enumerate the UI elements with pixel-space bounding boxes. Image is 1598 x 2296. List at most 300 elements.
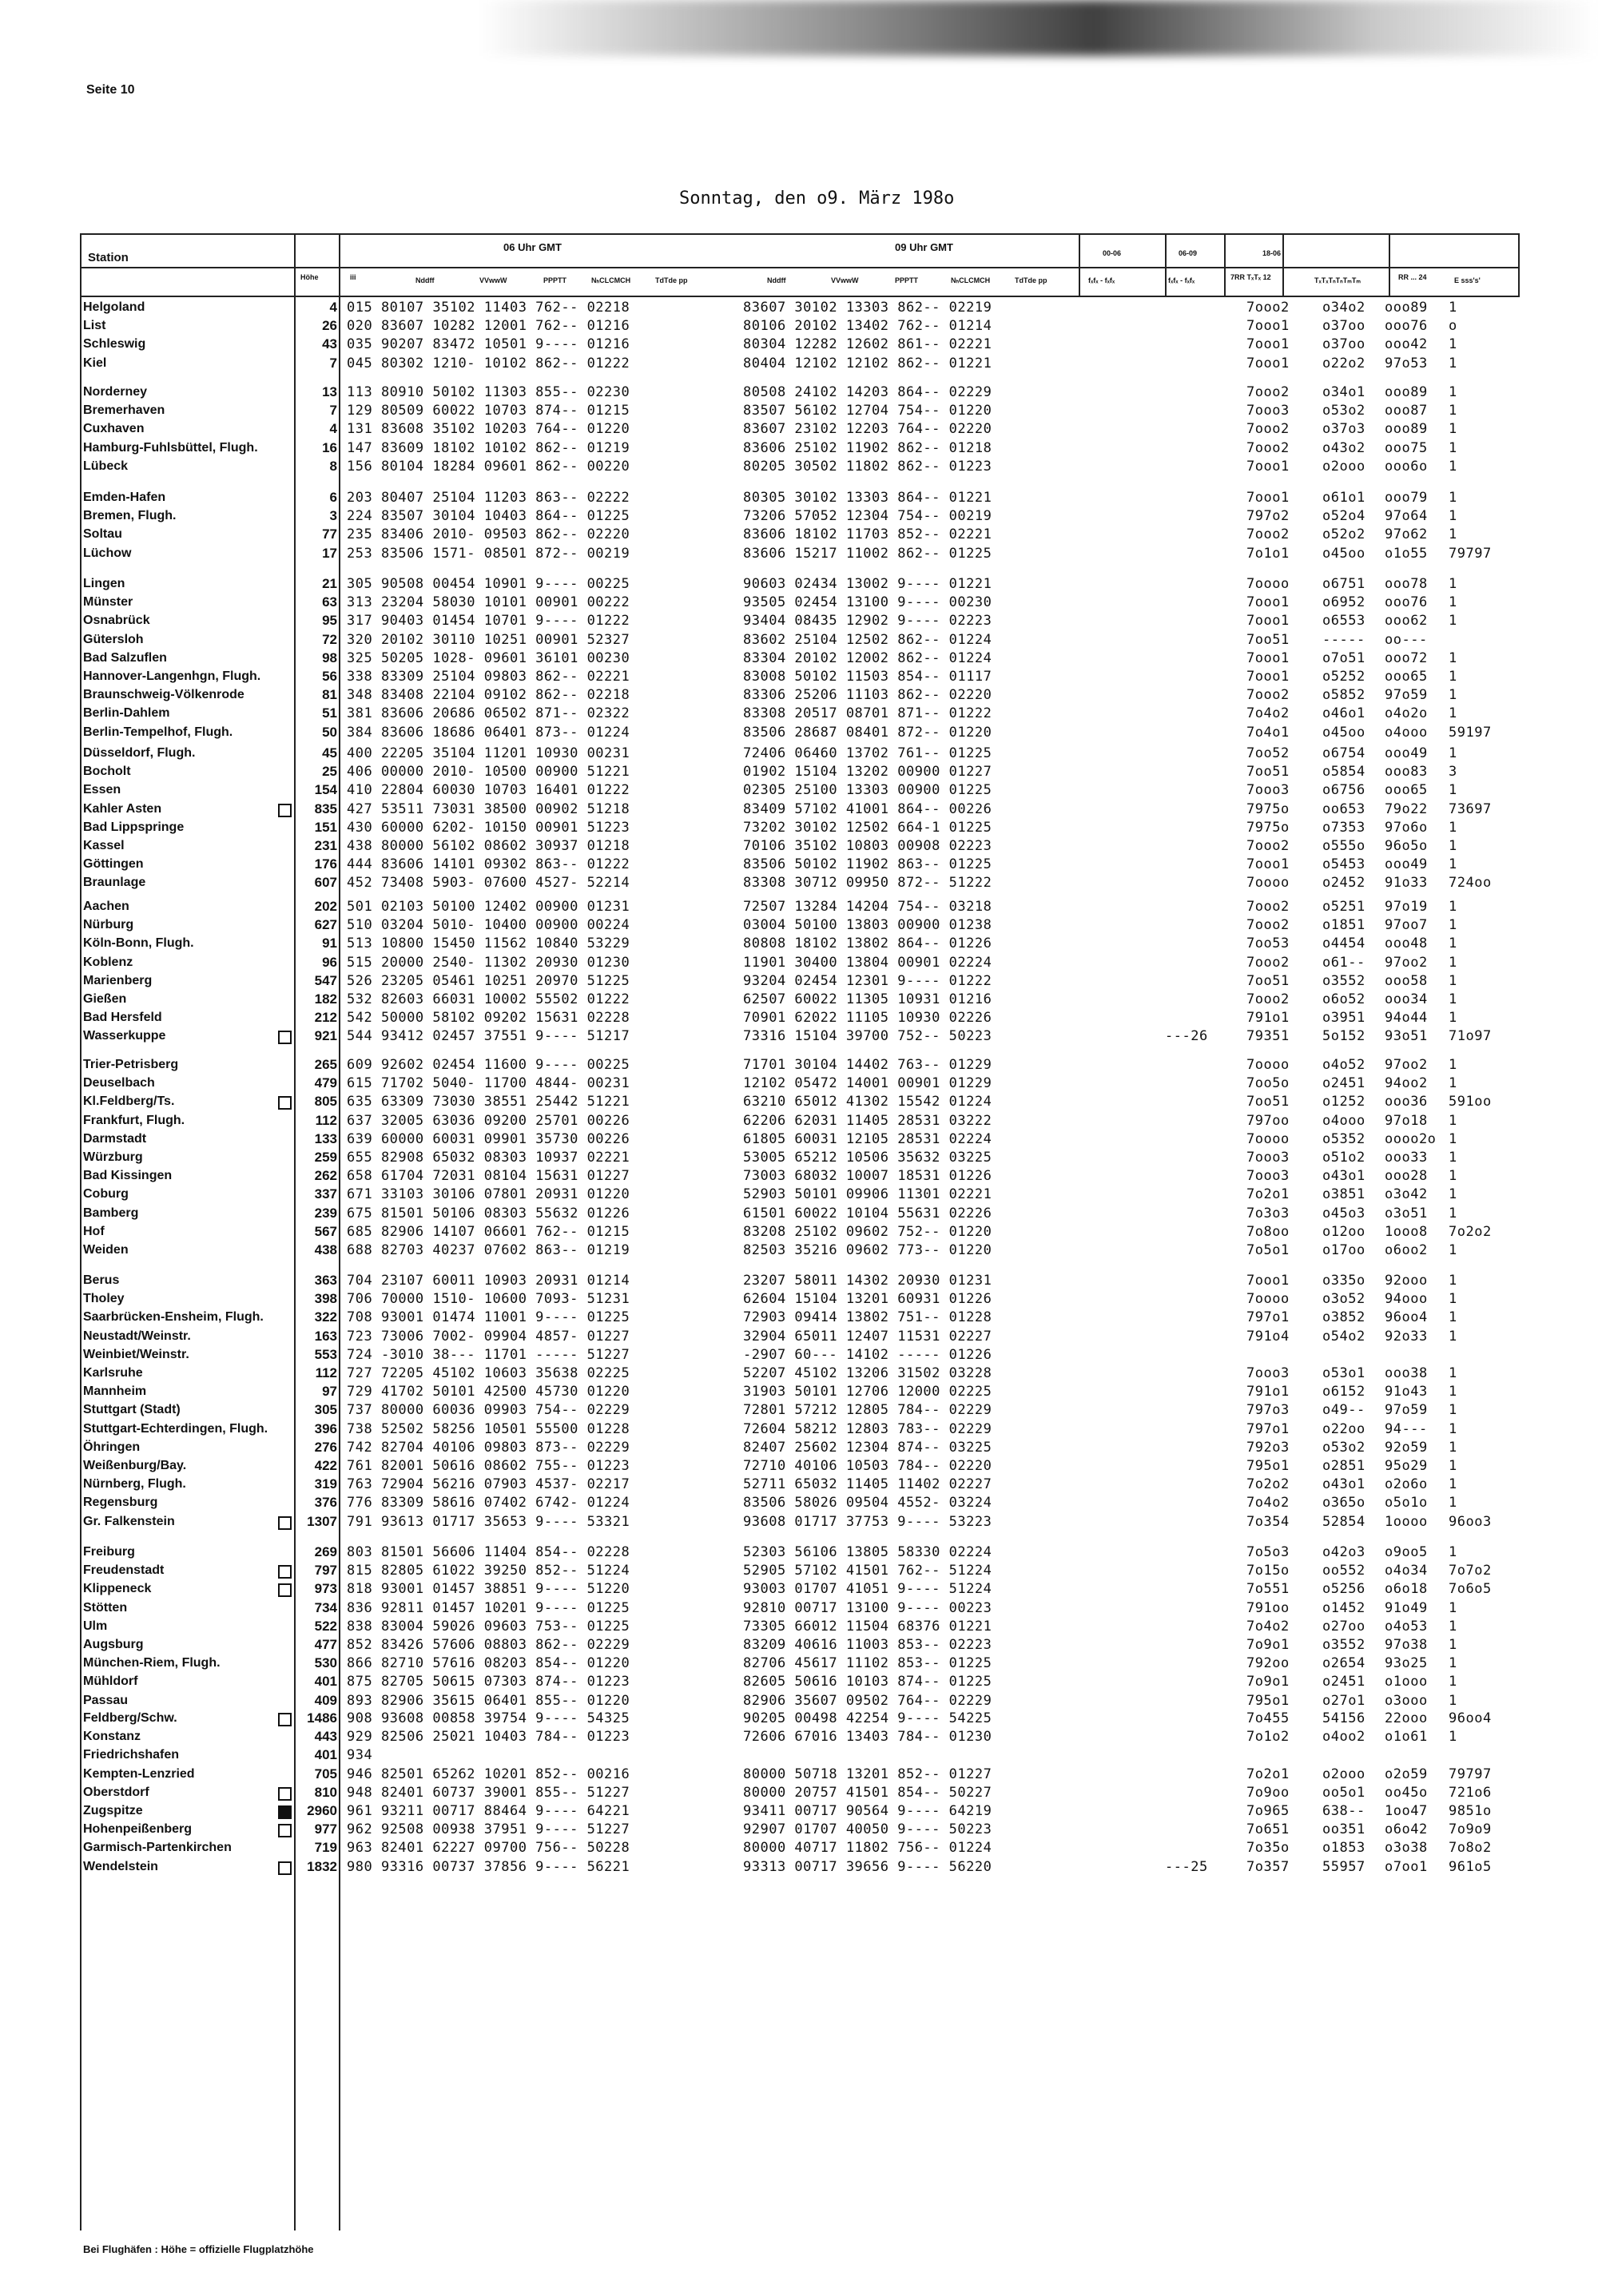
cell-h: 409 <box>314 1692 337 1708</box>
table-row <box>80 1186 1520 1203</box>
table-row <box>80 874 1520 892</box>
cell-c8: o6751 <box>1322 576 1365 592</box>
cell-c9: ooo72 <box>1385 649 1428 666</box>
header-g2-2: PPPTT <box>895 276 919 284</box>
cell-h: 17 <box>322 545 337 561</box>
cell-ob2: 71701 30104 14402 763-- 01229 <box>743 1057 992 1073</box>
cell-h: 21 <box>322 576 337 591</box>
cell-ob2: -2907 60--- 14102 ----- 01226 <box>743 1346 992 1363</box>
cell-c9: o6oo2 <box>1385 1242 1428 1258</box>
cell-ob1: 688 82703 40237 07602 863-- 01219 <box>347 1242 630 1258</box>
cell-st: Braunlage <box>83 876 146 890</box>
cell-c10: 1 <box>1449 1674 1457 1690</box>
cell-c10: 1 <box>1449 838 1457 854</box>
cell-h: 13 <box>322 384 337 399</box>
cell-c8: o53o2 <box>1322 1439 1365 1456</box>
cell-ob2: 82407 25602 12304 874-- 03225 <box>743 1439 992 1456</box>
cell-c10: 7o9o9 <box>1449 1821 1492 1838</box>
cell-ob1: 381 83606 20686 06502 871-- 02322 <box>347 705 630 722</box>
cell-st: Marienberg <box>83 973 153 987</box>
cell-st: Nürnberg, Flugh. <box>83 1477 186 1492</box>
cell-c6: ---25 <box>1165 1858 1208 1875</box>
cell-c7: 7o4o1 <box>1246 724 1290 741</box>
cell-c8: 55957 <box>1322 1858 1365 1875</box>
cell-ob1: 452 73408 5903- 07600 4527- 52214 <box>347 875 630 892</box>
cell-ob1: 526 23205 05461 10251 20970 51225 <box>347 972 630 989</box>
cell-h: 376 <box>314 1495 337 1511</box>
cell-c7: 7oooo <box>1246 1291 1290 1308</box>
cell-ob2: 93608 01717 37753 9---- 53223 <box>743 1513 992 1530</box>
cell-st: Coburg <box>83 1187 129 1202</box>
cell-c7: 7o357 <box>1246 1858 1290 1875</box>
cell-st: List <box>83 319 106 333</box>
cell-c8: o2451 <box>1322 1075 1365 1092</box>
table-row <box>80 336 1520 353</box>
cell-c10: 59197 <box>1449 724 1492 741</box>
cell-h: 1832 <box>307 1858 337 1874</box>
cell-st: Mühldorf <box>83 1674 138 1689</box>
cell-ob2: 72801 57212 12805 784-- 02229 <box>743 1402 992 1419</box>
cell-st: Berus <box>83 1273 120 1287</box>
cell-c10: 1 <box>1449 1655 1457 1672</box>
cell-st: Augsburg <box>83 1638 144 1651</box>
cell-ob1: 934 <box>347 1747 373 1764</box>
cell-c9: ooo83 <box>1385 764 1428 781</box>
cell-c9: 97o19 <box>1385 899 1428 915</box>
cell-c7: 7o9o1 <box>1246 1674 1290 1690</box>
cell-h: 553 <box>314 1346 337 1362</box>
cell-c7: 79351 <box>1246 1028 1290 1045</box>
cell-st: Deuselbach <box>83 1076 155 1090</box>
cell-c8: o43o1 <box>1322 1476 1365 1493</box>
cell-c8: o4o52 <box>1322 1057 1365 1073</box>
cell-c9: ooo65 <box>1385 782 1428 799</box>
cell-st: Nürburg <box>83 918 134 932</box>
cell-ob2: 52903 50101 09906 11301 02221 <box>743 1186 992 1203</box>
square-icon <box>278 804 292 817</box>
cell-c8: o3o52 <box>1322 1291 1365 1308</box>
cell-c7: 7ooo1 <box>1246 856 1290 873</box>
cell-c10: 1 <box>1449 1618 1457 1635</box>
cell-h: 1307 <box>307 1513 337 1529</box>
cell-h: 322 <box>314 1309 337 1325</box>
cell-ob1: 961 93211 00717 88464 9---- 64221 <box>347 1803 630 1819</box>
cell-st: Bad Hersfeld <box>83 1011 162 1025</box>
cell-c9: o3o42 <box>1385 1186 1428 1203</box>
header-range-3: 18-06 <box>1262 249 1282 257</box>
cell-c7: 7ooo1 <box>1246 336 1290 353</box>
cell-c8: o6952 <box>1322 594 1365 611</box>
cell-ob2: 82906 35607 09502 764-- 02229 <box>743 1692 992 1709</box>
cell-c8: o1252 <box>1322 1094 1365 1110</box>
cell-h: 265 <box>314 1057 337 1072</box>
cell-h: 973 <box>314 1581 337 1597</box>
table-row <box>80 724 1520 741</box>
cell-c7: 7ooo3 <box>1246 1150 1290 1166</box>
cell-c10: 3 <box>1449 764 1457 781</box>
table-row <box>80 745 1520 762</box>
cell-h: 276 <box>314 1439 337 1455</box>
cell-c7: 7ooo1 <box>1246 318 1290 335</box>
cell-c10: 1 <box>1449 1495 1457 1511</box>
cell-c9: 22ooo <box>1385 1710 1428 1726</box>
cell-c7: 792oo <box>1246 1655 1290 1672</box>
cell-c10: 1 <box>1449 403 1457 419</box>
cell-c8: o34o2 <box>1322 300 1365 316</box>
cell-ob1: 655 82908 65032 08303 10937 02221 <box>347 1150 630 1166</box>
cell-ob2: 83506 50102 11902 863-- 01225 <box>743 856 992 873</box>
cell-c10: 1 <box>1449 421 1457 438</box>
cell-c7: 795o1 <box>1246 1458 1290 1474</box>
cell-ob2: 01902 15104 13202 00900 01227 <box>743 764 992 781</box>
cell-c8: o17oo <box>1322 1242 1365 1258</box>
table-row <box>80 705 1520 722</box>
cell-st: Berlin-Dahlem <box>83 706 170 721</box>
header-g2-0: Nddff <box>767 276 786 284</box>
cell-c8: o2452 <box>1322 875 1365 892</box>
header-obs-09: 09 Uhr GMT <box>895 241 953 253</box>
square-icon <box>278 1516 292 1530</box>
table-row <box>80 819 1520 836</box>
table-row <box>80 954 1520 971</box>
cell-ob1: 131 83608 35102 10203 764-- 01220 <box>347 421 630 438</box>
cell-c9: ooo79 <box>1385 490 1428 506</box>
cell-ob1: 317 90403 01454 10701 9---- 01222 <box>347 613 630 630</box>
cell-ob2: 93204 02454 12301 9---- 01222 <box>743 972 992 989</box>
cell-c7: 791o1 <box>1246 1010 1290 1027</box>
cell-c7: 7o2o1 <box>1246 1766 1290 1782</box>
cell-st: Oberstdorf <box>83 1785 149 1799</box>
cell-st: Neustadt/Weinstr. <box>83 1329 191 1343</box>
cell-c8: o4oo2 <box>1322 1729 1365 1746</box>
cell-h: 16 <box>322 439 337 455</box>
cell-c8: o43o1 <box>1322 1168 1365 1185</box>
cell-st: Köln-Bonn, Flugh. <box>83 936 194 951</box>
cell-ob2: 93411 00717 90564 9---- 64219 <box>743 1803 992 1819</box>
cell-ob1: 708 93001 01474 11001 9---- 01225 <box>347 1309 630 1326</box>
cell-h: 151 <box>314 819 337 835</box>
cell-c8: o34o1 <box>1322 384 1365 400</box>
cell-ob2: 80000 50718 13201 852-- 01227 <box>743 1766 992 1782</box>
cell-c8: o27oo <box>1322 1618 1365 1635</box>
cell-c8: o3851 <box>1322 1186 1365 1203</box>
cell-ob2: 83308 20517 08701 871-- 01222 <box>743 705 992 722</box>
cell-ob1: 305 90508 00454 10901 9---- 00225 <box>347 576 630 592</box>
cell-c8: o42o3 <box>1322 1544 1365 1560</box>
cell-st: Frankfurt, Flugh. <box>83 1113 185 1127</box>
cell-ob1: 836 92811 01457 10201 9---- 01225 <box>347 1599 630 1616</box>
table-row <box>80 1364 1520 1382</box>
cell-c8: o335o <box>1322 1273 1365 1289</box>
cell-c8: o43o2 <box>1322 439 1365 456</box>
cell-c9: ooo65 <box>1385 669 1428 685</box>
table-row <box>80 837 1520 855</box>
cell-h: 4 <box>329 300 337 315</box>
cell-ob1: 776 83309 58616 07402 6742- 01224 <box>347 1495 630 1511</box>
table-row <box>80 612 1520 630</box>
cell-c10: 79797 <box>1449 1766 1492 1782</box>
table-row <box>80 898 1520 916</box>
table-row <box>80 526 1520 543</box>
header-sub-5: RR ... 24 <box>1398 273 1427 281</box>
cell-ob1: 866 82710 57616 08203 854-- 01220 <box>347 1655 630 1672</box>
cell-st: Saarbrücken-Ensheim, Flugh. <box>83 1310 264 1325</box>
header-iii: iii <box>350 273 356 281</box>
cell-st: Bad Kissingen <box>83 1169 173 1183</box>
cell-ob2: 82503 35216 09602 773-- 01220 <box>743 1242 992 1258</box>
cell-h: 56 <box>322 669 337 684</box>
header-g1-1: VVwwW <box>479 276 507 284</box>
cell-ob2: 61501 60022 10104 55631 02226 <box>743 1205 992 1221</box>
cell-h: 396 <box>314 1420 337 1436</box>
cell-ob2: 73003 68032 10007 18531 01226 <box>743 1168 992 1185</box>
cell-c10: 1 <box>1449 526 1457 543</box>
cell-c9: o2o59 <box>1385 1766 1428 1782</box>
cell-st: Essen <box>83 783 121 797</box>
cell-st: Düsseldorf, Flugh. <box>83 746 196 760</box>
cell-ob2: 72507 13284 14204 754-- 03218 <box>743 899 992 915</box>
cell-c9: ooo49 <box>1385 856 1428 873</box>
cell-c10: 7o8o2 <box>1449 1840 1492 1857</box>
table-row <box>80 1272 1520 1289</box>
cell-c7: 7oooo <box>1246 576 1290 592</box>
cell-st: Freiburg <box>83 1545 135 1559</box>
rule <box>1389 233 1390 296</box>
cell-c8: o365o <box>1322 1495 1365 1511</box>
header-g2-3: NₕCLCMCH <box>951 276 991 284</box>
cell-h: 363 <box>314 1273 337 1288</box>
cell-ob2: 52711 65032 11405 11402 02227 <box>743 1476 992 1493</box>
table-row <box>80 800 1520 818</box>
cell-c10: 1 <box>1449 1112 1457 1129</box>
cell-st: Regensburg <box>83 1496 158 1510</box>
cell-c7: 7o15o <box>1246 1563 1290 1579</box>
cell-st: Bremerhaven <box>83 403 165 418</box>
cell-c7: 7ooo2 <box>1246 954 1290 971</box>
cell-st: Emden-Hafen <box>83 491 166 504</box>
cell-h: 567 <box>314 1223 337 1239</box>
cell-ob1: 338 83309 25104 09803 862-- 02221 <box>347 669 630 685</box>
cell-c7: 7ooo2 <box>1246 899 1290 915</box>
cell-c10: 1 <box>1449 508 1457 525</box>
cell-c7: 7ooo3 <box>1246 1365 1290 1381</box>
cell-c10: 1 <box>1449 1599 1457 1616</box>
cell-st: Freudenstadt <box>83 1563 165 1578</box>
table-row <box>80 299 1520 316</box>
cell-h: 2960 <box>307 1803 337 1818</box>
cell-st: Wasserkuppe <box>83 1029 166 1043</box>
cell-c9: 97o38 <box>1385 1637 1428 1653</box>
cell-c10: 1 <box>1449 991 1457 1007</box>
cell-c7: 7ooo1 <box>1246 355 1290 371</box>
cell-h: 398 <box>314 1291 337 1307</box>
cell-ob2: 11901 30400 13804 00901 02224 <box>743 954 992 971</box>
cell-ob1: 224 83507 30104 10403 864-- 01225 <box>347 508 630 525</box>
cell-c10: 1 <box>1449 1458 1457 1474</box>
cell-c10: 961o5 <box>1449 1858 1492 1875</box>
cell-ob1: 724 -3010 38--- 11701 ----- 51227 <box>347 1346 630 1363</box>
table-row <box>80 856 1520 873</box>
cell-c9: ooo89 <box>1385 384 1428 400</box>
cell-h: 91 <box>322 935 337 951</box>
cell-ob2: 52207 45102 13206 31502 03228 <box>743 1365 992 1381</box>
cell-c7: 797o2 <box>1246 508 1290 525</box>
table-row <box>80 1784 1520 1801</box>
cell-c8: o45oo <box>1322 545 1365 562</box>
cell-st: Klippeneck <box>83 1582 152 1596</box>
table-row <box>80 1839 1520 1857</box>
cell-h: 95 <box>322 613 337 629</box>
cell-c8: o5854 <box>1322 764 1365 781</box>
cell-ob2: 70106 35102 10803 00908 02223 <box>743 838 992 854</box>
cell-c7: 797o1 <box>1246 1420 1290 1437</box>
rule <box>1079 233 1080 296</box>
cell-h: 547 <box>314 972 337 988</box>
cell-c10: 1 <box>1449 972 1457 989</box>
cell-ob1: 742 82704 40106 09803 873-- 02229 <box>347 1439 630 1456</box>
cell-c7: 7oo51 <box>1246 631 1290 648</box>
cell-c9: ooo36 <box>1385 1094 1428 1110</box>
cell-ob2: 83606 18102 11703 852-- 02221 <box>743 526 992 543</box>
cell-c7: 7ooo2 <box>1246 991 1290 1007</box>
table-row <box>80 1636 1520 1654</box>
header-g1-4: TdTde pp <box>655 276 688 284</box>
cell-c9: ooo33 <box>1385 1150 1428 1166</box>
table-row <box>80 1290 1520 1308</box>
cell-ob1: 635 63309 73030 38551 25442 51221 <box>347 1094 630 1110</box>
cell-c8: o61-- <box>1322 954 1365 971</box>
cell-ob1: 325 50205 1028- 09601 36101 00230 <box>347 649 630 666</box>
cell-c7: 7ooo1 <box>1246 649 1290 666</box>
cell-h: 43 <box>322 336 337 352</box>
cell-c7: 7o5o1 <box>1246 1242 1290 1258</box>
square-icon <box>278 1861 292 1875</box>
cell-ob2: 83607 23102 12203 764-- 02220 <box>743 421 992 438</box>
footnote: Bei Flughäfen : Höhe = offizielle Flugplatzhöhe <box>83 2243 314 2255</box>
table-row <box>80 355 1520 372</box>
rule <box>80 296 1520 297</box>
cell-ob1: 962 92508 00938 37951 9---- 51227 <box>347 1821 630 1838</box>
cell-ob1: 815 82805 61022 39250 852-- 51224 <box>347 1563 630 1579</box>
cell-ob2: 02305 25100 13303 00900 01225 <box>743 782 992 799</box>
cell-h: 26 <box>322 318 337 334</box>
cell-c8: o6756 <box>1322 782 1365 799</box>
cell-ob2: 73305 66012 11504 68376 01221 <box>743 1618 992 1635</box>
table-row <box>80 1746 1520 1764</box>
cell-c7: 7oooo <box>1246 875 1290 892</box>
cell-st: Kahler Asten <box>83 801 162 816</box>
cell-c9: ooo89 <box>1385 300 1428 316</box>
cell-ob1: 685 82906 14107 06601 762-- 01215 <box>347 1223 630 1240</box>
cell-c9: ooo76 <box>1385 318 1428 335</box>
cell-c9: 97o62 <box>1385 526 1428 543</box>
cell-ob2: 80205 30502 11802 862-- 01223 <box>743 458 992 475</box>
cell-ob2: 03004 50100 13803 00900 01238 <box>743 917 992 934</box>
cell-st: Weinbiet/Weinstr. <box>83 1347 189 1361</box>
cell-st: Bad Lippspringe <box>83 820 185 834</box>
cell-c9: o1o55 <box>1385 545 1428 562</box>
cell-c9: o9oo5 <box>1385 1544 1428 1560</box>
cell-c10: 1 <box>1449 899 1457 915</box>
table-row <box>80 1513 1520 1531</box>
cell-c9: 96o5o <box>1385 838 1428 854</box>
cell-st: Trier-Petrisberg <box>83 1058 179 1071</box>
cell-c8: o45oo <box>1322 724 1365 741</box>
cell-ob1: 147 83609 18102 10102 862-- 01219 <box>347 439 630 456</box>
cell-ob2: 83606 15217 11002 862-- 01225 <box>743 545 992 562</box>
cell-h: 112 <box>315 1365 337 1380</box>
cell-c9: o4o53 <box>1385 1618 1428 1635</box>
cell-ob1: 156 80104 18284 09601 862-- 00220 <box>347 458 630 475</box>
cell-st: Karlsruhe <box>83 1366 143 1380</box>
cell-c7: 7ooo2 <box>1246 300 1290 316</box>
table-row <box>80 1766 1520 1783</box>
cell-c7: 7oo51 <box>1246 972 1290 989</box>
cell-ob2: 83306 25206 11103 862-- 02220 <box>743 687 992 704</box>
cell-st: Gütersloh <box>83 632 144 646</box>
cell-c7: 7o9oo <box>1246 1784 1290 1801</box>
cell-c10: 1 <box>1449 576 1457 592</box>
table-row <box>80 991 1520 1008</box>
weather-table <box>80 233 1520 2230</box>
cell-h: 477 <box>314 1637 337 1652</box>
cell-h: 438 <box>314 1242 337 1257</box>
cell-c9: o6o42 <box>1385 1821 1428 1838</box>
cell-ob1: 015 80107 35102 11403 762-- 02218 <box>347 300 630 316</box>
cell-st: Friedrichshafen <box>83 1748 180 1762</box>
cell-c10: 1 <box>1449 1544 1457 1560</box>
cell-c8: o49-- <box>1322 1402 1365 1419</box>
cell-h: 797 <box>314 1563 337 1579</box>
cell-c10: 1 <box>1449 1420 1457 1437</box>
cell-c9: 97o59 <box>1385 1402 1428 1419</box>
cell-c8: o52o4 <box>1322 508 1365 525</box>
cell-h: 522 <box>314 1618 337 1634</box>
cell-c8: o4ooo <box>1322 1112 1365 1129</box>
square-icon <box>278 1713 292 1726</box>
cell-c9: o3o51 <box>1385 1205 1428 1221</box>
cell-c10: 1 <box>1449 1273 1457 1289</box>
cell-ob1: 542 50000 58102 09202 15631 02228 <box>347 1010 630 1027</box>
cell-c9: o2o6o <box>1385 1476 1428 1493</box>
cell-c9: 97oo2 <box>1385 954 1428 971</box>
cell-ob2: 83506 58026 09504 4552- 03224 <box>743 1495 992 1511</box>
cell-ob1: 727 72205 45102 10603 35638 02225 <box>347 1365 630 1381</box>
cell-st: Bremen, Flugh. <box>83 509 177 523</box>
cell-h: 810 <box>314 1784 337 1800</box>
cell-h: 98 <box>322 649 337 665</box>
cell-ob2: 53005 65212 10506 35632 03225 <box>743 1150 992 1166</box>
rule <box>1224 233 1226 296</box>
cell-c8: o27o1 <box>1322 1692 1365 1709</box>
cell-c9: o1ooo <box>1385 1674 1428 1690</box>
cell-ob1: 510 03204 5010- 10400 00900 00224 <box>347 917 630 934</box>
cell-st: Wendelstein <box>83 1859 158 1873</box>
cell-c7: 7oo51 <box>1246 1094 1290 1110</box>
cell-c8: o3552 <box>1322 972 1365 989</box>
cell-c10: 7o6o5 <box>1449 1581 1492 1598</box>
cell-c7: 7o1o2 <box>1246 1729 1290 1746</box>
cell-c8: o53o1 <box>1322 1365 1365 1381</box>
cell-ob1: 410 22804 60030 10703 16401 01222 <box>347 782 630 799</box>
cell-c9: 97oo2 <box>1385 1057 1428 1073</box>
table-row <box>80 1476 1520 1493</box>
cell-h: 530 <box>314 1655 337 1671</box>
cell-c7: 797o1 <box>1246 1309 1290 1326</box>
cell-c9: 91o33 <box>1385 875 1428 892</box>
cell-ob2: 82706 45617 11102 853-- 01225 <box>743 1655 992 1672</box>
cell-c8: o5352 <box>1322 1130 1365 1147</box>
